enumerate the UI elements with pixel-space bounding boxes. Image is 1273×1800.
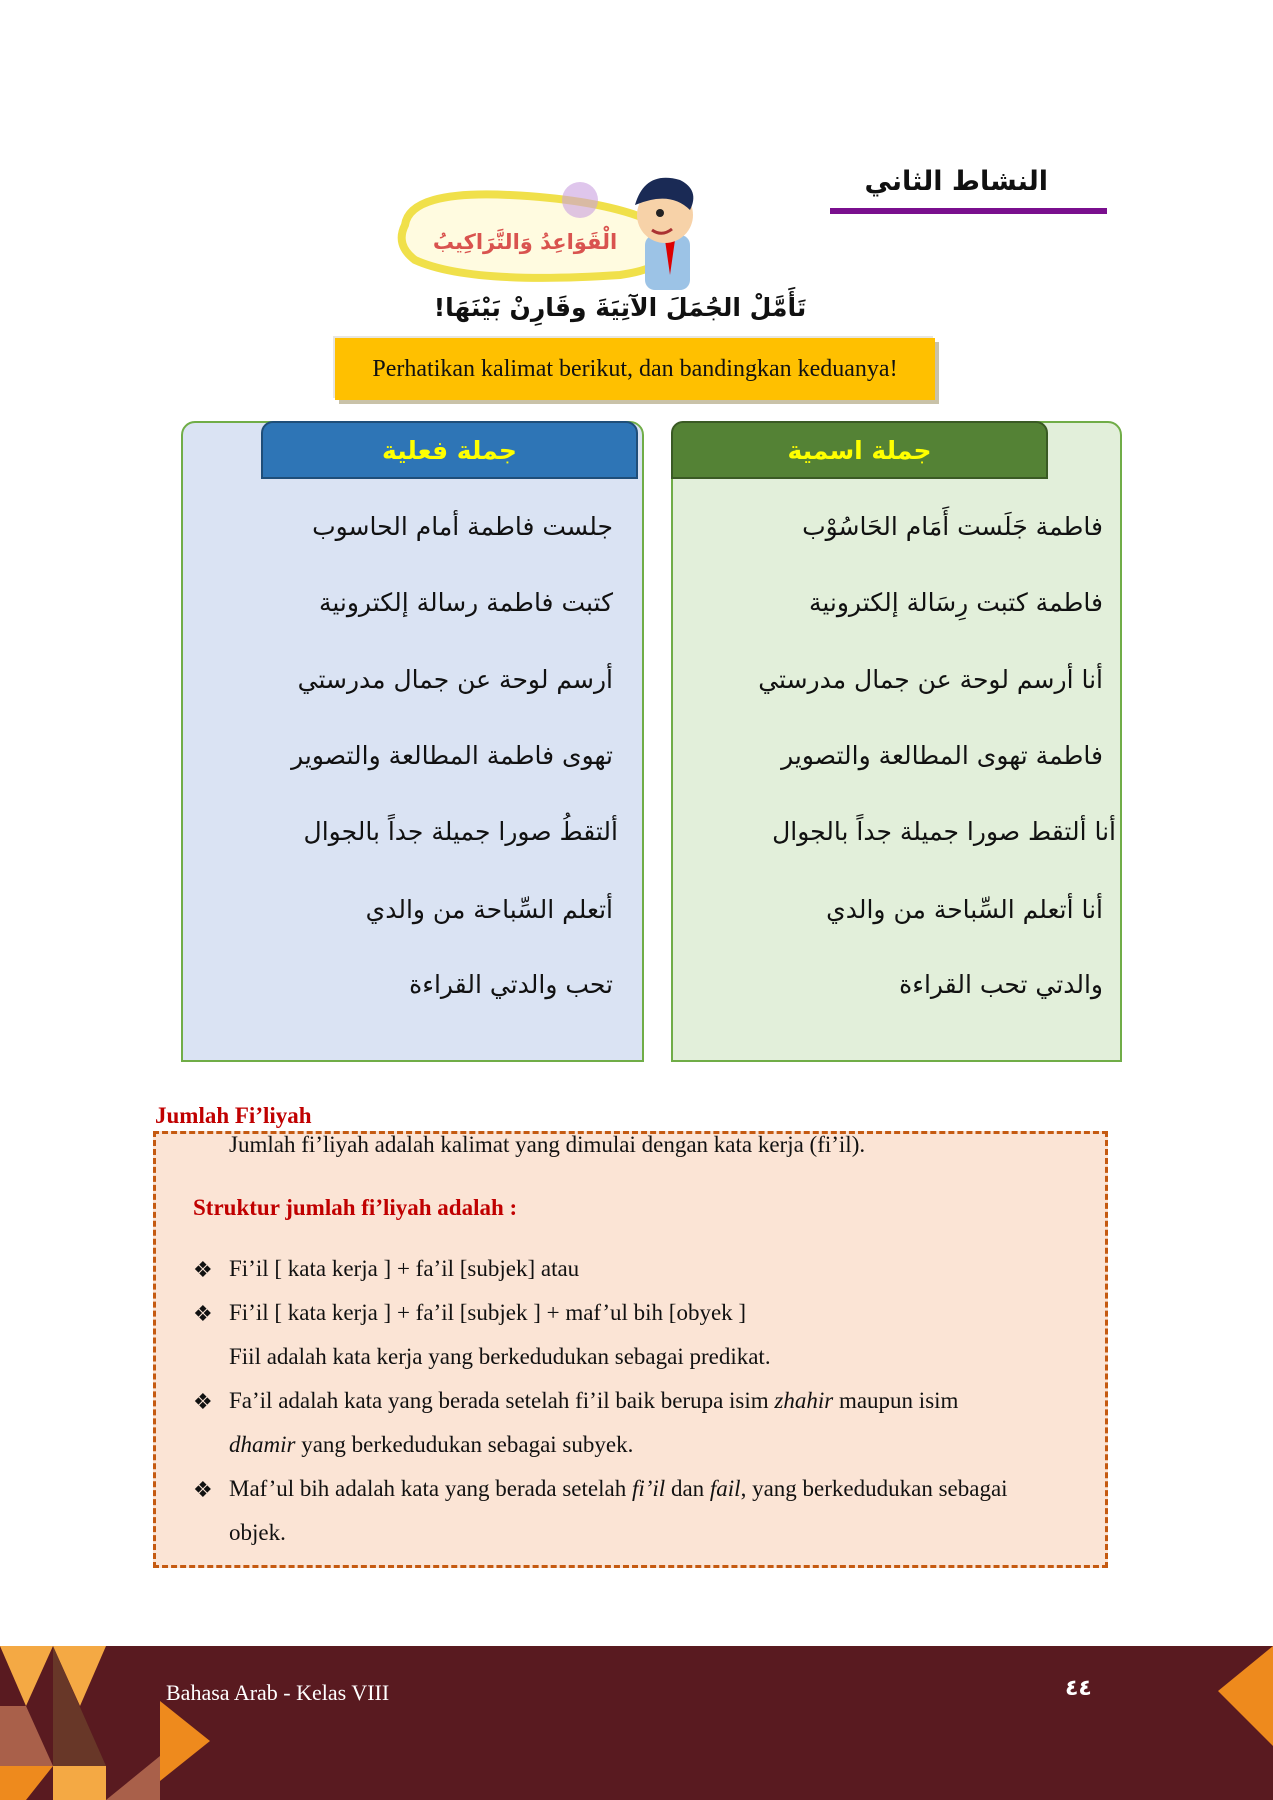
instruction-text: Perhatikan kalimat berikut, dan bandingkan keduanya! (372, 355, 898, 382)
book-title: Bahasa Arab - Kelas VIII (166, 1680, 390, 1705)
bullet-icon: ❖ (193, 1301, 213, 1326)
activity-title: النشاط الثاني (864, 166, 1048, 197)
page-number: ٤٤ (1065, 1676, 1092, 1701)
structure-heading: Struktur jumlah fi’liyah adalah : (193, 1195, 518, 1220)
verbal-row: تحب والدتي القراءة (409, 970, 613, 999)
header-label: جملة فعلية (382, 435, 517, 465)
emphasis: dhamir (229, 1432, 296, 1457)
nominal-row: فاطمة تهوى المطالعة والتصوير (781, 741, 1103, 770)
verbal-sentence-header (261, 421, 638, 479)
text: dan (665, 1476, 710, 1501)
nominal-row: أنا ألتقط صورا جميلة جداً بالجوال (772, 817, 1116, 846)
banner-text: الْقَوَاعِدُ وَالتَّرَاكِيبُ (432, 230, 618, 254)
definition-intro: Jumlah fi’liyah adalah kalimat yang dimulai dengan kata kerja (fi’il). (229, 1132, 866, 1157)
bullet-2-note: Fiil adalah kata kerja yang berkedudukan sebagai predikat. (229, 1344, 771, 1369)
definition-label: Jumlah Fi’liyah (155, 1103, 312, 1128)
nominal-row: فاطمة كتبت رِسَالة إلكترونية (808, 588, 1103, 617)
footer-pattern-icon (0, 1646, 210, 1800)
verbal-row: ألتقطُ صورا جميلة جداً بالجوال (303, 817, 618, 846)
bullet-2: Fi’il [ kata kerja ] + fa’il [subjek ] + maf’ul bih [obyek ] (229, 1300, 747, 1325)
verbal-row: تهوى فاطمة المطالعة والتصوير (291, 741, 613, 770)
bullet-icon: ❖ (193, 1389, 213, 1414)
nominal-row: والدتي تحب القراءة (899, 970, 1103, 999)
bullet-3 (229, 1388, 958, 1414)
instruction-arabic: تَأَمَّلْ الجُمَلَ الآتِيَةَ وقَارِنْ بَيْنَهَا! (433, 293, 807, 322)
verbal-row: كتبت فاطمة رسالة إلكترونية (318, 588, 613, 617)
emphasis: fi’il (631, 1476, 666, 1501)
instruction-box (335, 338, 935, 400)
bullet-4-cont: objek. (229, 1520, 286, 1545)
verbal-row: جلست فاطمة أمام الحاسوب (312, 512, 613, 541)
text: Fa’il adalah kata yang berada setelah fi’il baik berupa isim (229, 1388, 775, 1413)
emphasis: zhahir (774, 1388, 834, 1413)
page-footer (0, 1646, 1273, 1800)
bullet-4 (229, 1476, 1008, 1502)
header-label: جملة اسمية (787, 435, 932, 465)
text: maupun isim (833, 1388, 959, 1413)
bullet-3-cont (229, 1432, 633, 1458)
bullet-1: Fi’il [ kata kerja ] + fa’il [subjek] atau (229, 1256, 580, 1281)
emphasis: fail (709, 1476, 741, 1501)
text: , yang berkedudukan sebagai (740, 1476, 1008, 1501)
verbal-row: أرسم لوحة عن جمال مدرستي (297, 665, 613, 694)
text: Maf’ul bih adalah kata yang berada setelah (229, 1476, 632, 1501)
text: yang berkedudukan sebagai subyek. (295, 1432, 634, 1457)
boy-illustration-icon (390, 155, 750, 290)
verbal-row: أتعلم السِّباحة من والدي (365, 895, 613, 924)
footer-corner-icon (1213, 1646, 1273, 1746)
bullet-icon: ❖ (193, 1477, 213, 1502)
bullet-icon: ❖ (193, 1257, 213, 1282)
title-underline (830, 208, 1107, 214)
nominal-row: أنا أرسم لوحة عن جمال مدرستي (758, 665, 1103, 694)
grammar-banner (390, 155, 750, 290)
nominal-sentence-header (671, 421, 1048, 479)
nominal-row: أنا أتعلم السِّباحة من والدي (826, 895, 1103, 924)
nominal-row: فاطمة جَلَست أَمَام الحَاسُوْب (802, 512, 1103, 541)
